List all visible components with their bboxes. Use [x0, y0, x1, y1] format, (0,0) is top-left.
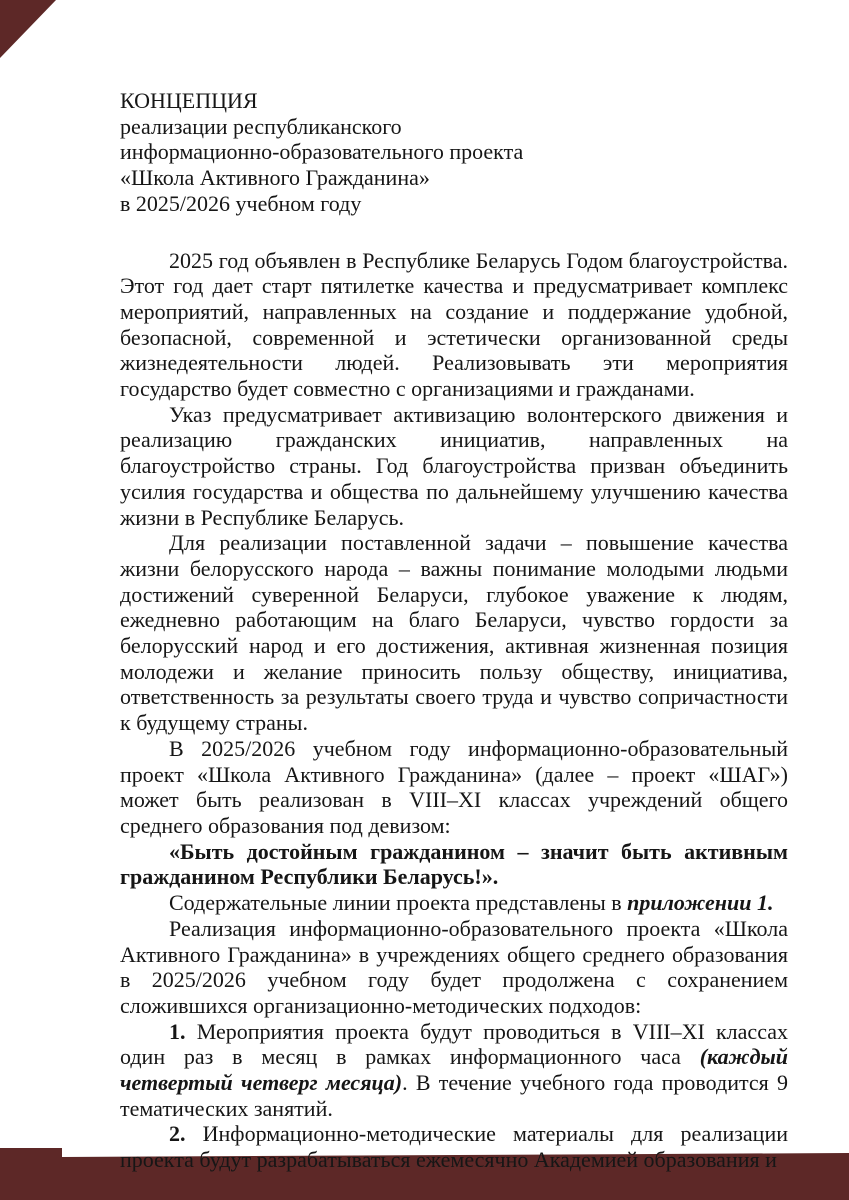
text-run: приложении 1. [627, 890, 774, 916]
title-line: в 2025/2026 учебном году [120, 190, 362, 216]
text-run: Информационно-методические материалы для реализации проекта будут разрабатываться ежемесячно Академией образования и [120, 1121, 788, 1173]
paragraph [120, 530, 788, 736]
document-body [120, 248, 788, 1173]
document-content [120, 88, 788, 1173]
title-line: КОНЦЕПЦИЯ [120, 88, 258, 113]
text-run: В 2025/2026 учебном году информационно-образовательный проект «Школа Активного Гражданина» (далее – проект «ШАГ») может быть реализован в VIII–XI классах учреждений общего среднего образования под девизом: [120, 735, 788, 838]
paragraph [120, 916, 788, 1019]
paragraph [120, 248, 788, 402]
text-run: 2025 год объявлен в Республике Беларусь Годом благоустройства. Этот год дает старт пятилетке качества и предусматривает комплекс мероприятий, направленных на создание и поддержание удобной, безопасной, современной и эстетически организованной среды жизнедеятельности людей. Реализовывать эти мероприятия государство будет совместно с организациями и гражданами. [120, 247, 788, 402]
text-run: (каждый четвертый четверг месяца) [120, 1044, 788, 1096]
title-line: реализации республиканского [120, 113, 402, 139]
title-line: информационно-образовательного проекта [120, 139, 524, 165]
text-run: 1. [169, 1018, 186, 1044]
text-run: Мероприятия проекта будут проводиться в VIII–XI классах один раз в месяц в рамках информационного часа [120, 1018, 788, 1070]
text-run: Указ предусматривает активизацию волонтерского движения и реализацию гражданских инициатив, направленных на благоустройство страны. Год благоустройства призван объединить усилия государства и общества по дальнейшему улучшению качества жизни в Республике Беларусь. [120, 401, 788, 530]
text-run: Содержательные линии проекта представлены в [169, 890, 628, 916]
text-run: «Быть достойным гражданином – значит быть активным гражданином Республики Беларусь!». [120, 838, 788, 890]
document-title-block [120, 88, 788, 217]
text-run: Для реализации поставленной задачи – повышение качества жизни белорусского народа – важны понимание молодыми людьми достижений суверенной Беларуси, глубокое уважение к людям, ежедневно работающим на благо Беларуси, чувство гордости за белорусский народ и его достижения, активная жизненная позиция молодежи и желание приносить пользу обществу, инициатива, ответственность за результаты своего труда и чувство сопричастности к будущему страны. [120, 530, 788, 736]
title-line: «Школа Активного Гражданина» [120, 165, 430, 191]
paragraph [120, 890, 788, 916]
paragraph [120, 736, 788, 839]
paragraph [120, 1121, 788, 1172]
paragraph [120, 402, 788, 531]
text-run: 2. [169, 1121, 186, 1147]
text-run: . В течение учебного года проводится 9 тематических занятий. [120, 1070, 788, 1121]
text-run: Реализация информационно-образовательного проекта «Школа Активного Гражданина» в учреждениях общего среднего образования в 2025/2026 учебном году будет продолжена с сохранением сложившихся организационно-методических подходов: [120, 915, 788, 1018]
scan-corner-artifact [0, 0, 62, 62]
paragraph [120, 1019, 788, 1122]
paragraph [120, 839, 788, 890]
